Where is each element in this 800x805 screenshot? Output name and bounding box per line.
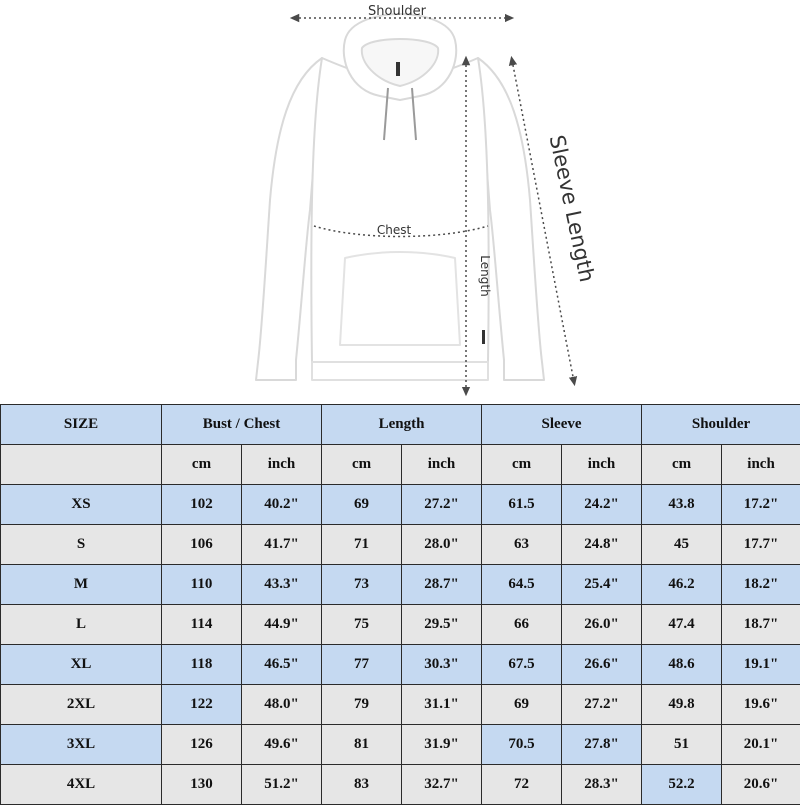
value-cell: 77 xyxy=(322,645,402,685)
value-cell: 19.6" xyxy=(722,685,800,725)
value-cell: 29.5" xyxy=(402,605,482,645)
unit-header: cm xyxy=(322,445,402,485)
value-cell: 18.7" xyxy=(722,605,800,645)
table-row xyxy=(1,605,800,645)
value-cell: 32.7" xyxy=(402,765,482,805)
value-cell: 20.6" xyxy=(722,765,800,805)
size-header: SIZE xyxy=(1,405,162,445)
unit-header: cm xyxy=(482,445,562,485)
shoulder-label: Shoulder xyxy=(368,4,427,19)
table-row xyxy=(1,765,800,805)
size-cell: S xyxy=(1,525,162,565)
value-cell: 118 xyxy=(162,645,242,685)
value-cell: 49.8 xyxy=(642,685,722,725)
value-cell: 64.5 xyxy=(482,565,562,605)
unit-header: cm xyxy=(162,445,242,485)
value-cell: 30.3" xyxy=(402,645,482,685)
unit-header: inch xyxy=(402,445,482,485)
group-header: Bust / Chest xyxy=(162,405,322,445)
length-label: Length xyxy=(478,255,492,296)
unit-header: inch xyxy=(562,445,642,485)
value-cell: 18.2" xyxy=(722,565,800,605)
size-cell: 4XL xyxy=(1,765,162,805)
value-cell: 61.5 xyxy=(482,485,562,525)
table-row xyxy=(1,645,800,685)
header-row-groups xyxy=(1,405,800,445)
value-cell: 73 xyxy=(322,565,402,605)
value-cell: 110 xyxy=(162,565,242,605)
value-cell: 19.1" xyxy=(722,645,800,685)
value-cell: 46.2 xyxy=(642,565,722,605)
value-cell: 20.1" xyxy=(722,725,800,765)
value-cell: 81 xyxy=(322,725,402,765)
group-header: Length xyxy=(322,405,482,445)
value-cell: 51.2" xyxy=(242,765,322,805)
value-cell: 122 xyxy=(162,685,242,725)
sleeve-length-label: Sleeve Length xyxy=(545,133,600,284)
value-cell: 51 xyxy=(642,725,722,765)
value-cell: 26.6" xyxy=(562,645,642,685)
value-cell: 75 xyxy=(322,605,402,645)
size-cell: XL xyxy=(1,645,162,685)
value-cell: 49.6" xyxy=(242,725,322,765)
table-row xyxy=(1,485,800,525)
value-cell: 47.4 xyxy=(642,605,722,645)
value-cell: 31.1" xyxy=(402,685,482,725)
value-cell: 43.3" xyxy=(242,565,322,605)
value-cell: 43.8 xyxy=(642,485,722,525)
value-cell: 17.2" xyxy=(722,485,800,525)
value-cell: 27.2" xyxy=(402,485,482,525)
value-cell: 26.0" xyxy=(562,605,642,645)
value-cell: 106 xyxy=(162,525,242,565)
table-row xyxy=(1,685,800,725)
unit-header: inch xyxy=(242,445,322,485)
value-cell: 24.8" xyxy=(562,525,642,565)
value-cell: 28.3" xyxy=(562,765,642,805)
value-cell: 45 xyxy=(642,525,722,565)
value-cell: 40.2" xyxy=(242,485,322,525)
size-chart-table xyxy=(0,404,800,805)
value-cell: 69 xyxy=(482,685,562,725)
unit-header: inch xyxy=(722,445,800,485)
value-cell: 63 xyxy=(482,525,562,565)
value-cell: 28.0" xyxy=(402,525,482,565)
value-cell: 25.4" xyxy=(562,565,642,605)
table-row xyxy=(1,565,800,605)
value-cell: 71 xyxy=(322,525,402,565)
hoodie-diagram xyxy=(0,0,800,400)
size-cell: L xyxy=(1,605,162,645)
group-header: Shoulder xyxy=(642,405,800,445)
label-tag xyxy=(482,330,485,344)
table-row xyxy=(1,725,800,765)
empty-header-cell xyxy=(1,445,162,485)
zipper-tag xyxy=(396,62,400,76)
value-cell: 70.5 xyxy=(482,725,562,765)
value-cell: 41.7" xyxy=(242,525,322,565)
value-cell: 48.6 xyxy=(642,645,722,685)
value-cell: 48.0" xyxy=(242,685,322,725)
value-cell: 17.7" xyxy=(722,525,800,565)
value-cell: 79 xyxy=(322,685,402,725)
value-cell: 52.2 xyxy=(642,765,722,805)
value-cell: 66 xyxy=(482,605,562,645)
size-cell: 2XL xyxy=(1,685,162,725)
size-cell: 3XL xyxy=(1,725,162,765)
group-header: Sleeve xyxy=(482,405,642,445)
unit-header: cm xyxy=(642,445,722,485)
value-cell: 126 xyxy=(162,725,242,765)
value-cell: 28.7" xyxy=(402,565,482,605)
value-cell: 31.9" xyxy=(402,725,482,765)
value-cell: 67.5 xyxy=(482,645,562,685)
value-cell: 83 xyxy=(322,765,402,805)
value-cell: 130 xyxy=(162,765,242,805)
value-cell: 72 xyxy=(482,765,562,805)
chest-label: Chest xyxy=(377,223,412,237)
size-cell: M xyxy=(1,565,162,605)
value-cell: 24.2" xyxy=(562,485,642,525)
value-cell: 114 xyxy=(162,605,242,645)
table-row xyxy=(1,525,800,565)
header-row-units xyxy=(1,445,800,485)
value-cell: 46.5" xyxy=(242,645,322,685)
value-cell: 69 xyxy=(322,485,402,525)
size-cell: XS xyxy=(1,485,162,525)
value-cell: 27.8" xyxy=(562,725,642,765)
value-cell: 44.9" xyxy=(242,605,322,645)
value-cell: 102 xyxy=(162,485,242,525)
value-cell: 27.2" xyxy=(562,685,642,725)
